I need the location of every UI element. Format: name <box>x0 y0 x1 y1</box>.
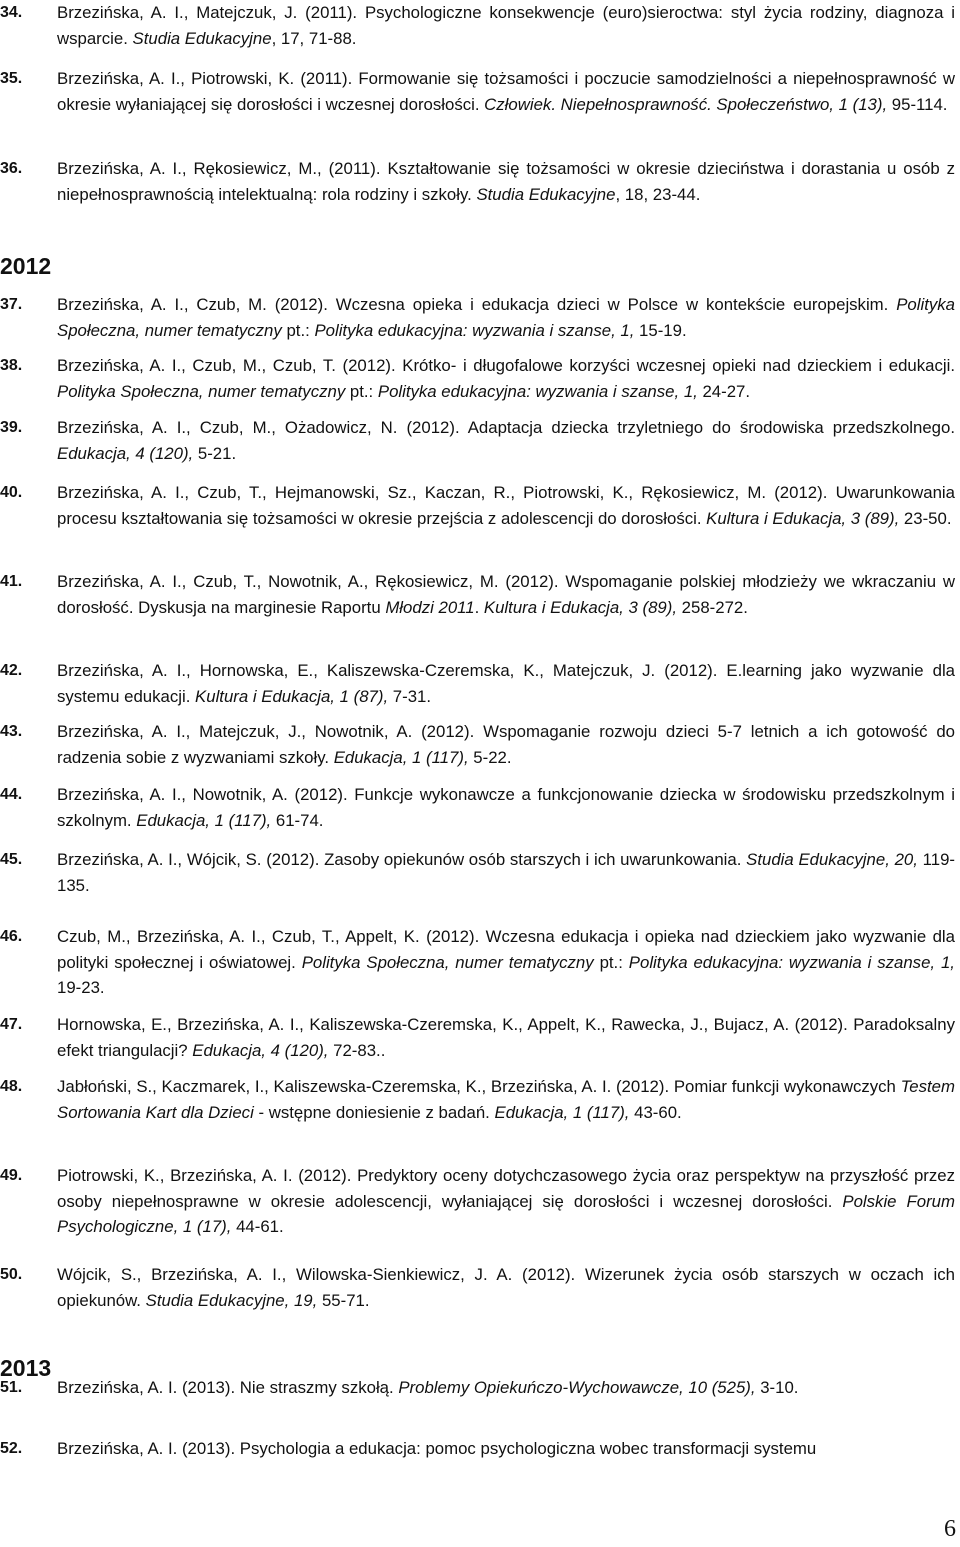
reference-source: Kultura i Edukacja, 3 (89), <box>483 597 677 617</box>
reference-source: Człowiek. Niepełnosprawność. Społeczeństwo, 1 (13), <box>484 94 888 114</box>
reference-segment: 61-74. <box>271 810 324 830</box>
reference-number: 39. <box>0 419 23 436</box>
reference-text <box>57 292 955 343</box>
reference-segment: Brzezińska, A. I., Matejczuk, J. (2011). Psychologiczne konsekwencje (euro)sieroctwa: styl życia rodziny, diagnoza i wsparcie. <box>57 3 955 48</box>
reference-text <box>57 1375 955 1401</box>
reference-segment: - wstępne doniesienie z badań. <box>253 1102 495 1122</box>
reference-segment: . <box>474 597 484 617</box>
reference-segment: 43-60. <box>629 1102 682 1122</box>
reference-segment: 95-114. <box>887 94 948 114</box>
reference-source: Polskie Forum Psychologiczne, 1 (17), <box>57 1191 955 1236</box>
reference-number: 52. <box>0 1440 23 1457</box>
reference-number: 37. <box>0 296 23 313</box>
reference-segment: 5-22. <box>468 747 512 767</box>
reference-text <box>57 0 955 51</box>
reference-source: Testem Sortowania Kart dla Dzieci <box>57 1077 955 1122</box>
reference-segment: 5-21. <box>193 443 237 463</box>
reference-segment: Wójcik, S., Brzezińska, A. I., Wilowska-Sienkiewicz, J. A. (2012). Wizerunek życia osób starszych w oczach ich opiekunów. <box>57 1265 955 1310</box>
reference-source: Edukacja, 1 (117), <box>333 747 469 767</box>
reference-number: 41. <box>0 573 23 590</box>
reference-segment: , 18, 23-44. <box>615 184 701 204</box>
reference-segment: Brzezińska, A. I., Czub, M. (2012). Wczesna opieka i edukacja dzieci w Polsce w kontekście europejskim. <box>57 295 897 314</box>
reference-text <box>57 1012 955 1063</box>
reference-text <box>57 415 955 466</box>
reference-source: Polityka Społeczna, numer tematyczny <box>57 381 346 401</box>
reference-text <box>57 1262 955 1313</box>
reference-number: 34. <box>0 4 23 21</box>
reference-number: 50. <box>0 1266 23 1283</box>
year-heading-2012: 2012 <box>0 253 52 279</box>
reference-text <box>57 1074 955 1125</box>
reference-source: Kultura i Edukacja, 1 (87), <box>195 686 389 706</box>
reference-segment: Hornowska, E., Brzezińska, A. I., Kaliszewska-Czeremska, K., Appelt, K., Rawecka, J., Bujacz, A. (2012). Paradoksalny efekt triangulacji? <box>57 1015 955 1060</box>
reference-segment: Brzezińska, A. I., Matejczuk, J., Nowotnik, A. (2012). Wspomaganie rozwoju dzieci 5-7 letnich a ich gotowość do radzenia sobie z wyzwaniami szkoły. <box>57 722 955 767</box>
reference-segment: Brzezińska, A. I., Czub, M., Czub, T. (2012). Krótko- i długofalowe korzyści wczesnej opieki nad dzieckiem i edukacji. <box>57 356 955 375</box>
reference-segment: 24-27. <box>697 381 751 401</box>
reference-segment: 44-61. <box>231 1217 284 1236</box>
reference-segment: Brzezińska, A. I., Czub, M., Ożadowicz, N. (2012). Adaptacja dziecka trzyletniego do środowiska przedszkolnego. <box>57 418 955 437</box>
reference-number: 49. <box>0 1167 23 1184</box>
reference-segment: pt.: <box>345 381 378 401</box>
reference-source: Młodzi 2011 <box>385 597 475 617</box>
reference-number: 36. <box>0 160 23 177</box>
reference-source: Polityka edukacyjna: wyzwania i szanse, 1, <box>628 952 955 972</box>
year-heading-2013: 2013 <box>0 1355 52 1381</box>
reference-segment: pt.: <box>593 952 629 972</box>
reference-segment: 15-19. <box>634 320 687 340</box>
reference-segment: Brzezińska, A. I., Hornowska, E., Kaliszewska-Czeremska, K., Matejczuk, J. (2012). E.learning jako wyzwanie dla systemu edukacji. <box>57 661 955 706</box>
reference-text <box>57 353 955 404</box>
reference-source: Studia Edukacyjne <box>132 28 272 48</box>
reference-segment: 258-272. <box>677 597 748 617</box>
reference-segment: 72-83.. <box>328 1040 386 1060</box>
reference-number: 40. <box>0 484 23 501</box>
reference-text <box>57 719 955 770</box>
page-number: 6 <box>944 1516 956 1542</box>
reference-number: 44. <box>0 786 23 803</box>
reference-segment: , 17, 71-88. <box>271 28 357 48</box>
reference-segment: 55-71. <box>317 1290 370 1310</box>
reference-segment: Brzezińska, A. I., Piotrowski, K. (2011). Formowanie się tożsamości i poczucie samodzielności a niepełnosprawność w okresie wyłaniającej się dorosłości i wczesnej dorosłości. <box>57 69 955 114</box>
reference-segment: 119-135. <box>57 850 955 895</box>
reference-text <box>57 847 955 898</box>
reference-segment: Brzezińska, A. I. (2013). Psychologia a edukacja: pomoc psychologiczna wobec transformacji systemu <box>57 1439 817 1458</box>
reference-segment: Brzezińska, A. I., Czub, T., Nowotnik, A., Rękosiewicz, M. (2012). Wspomaganie polskiej młodzieży we wkraczaniu w dorosłość. Dyskusja na marginesie Raportu <box>57 572 955 617</box>
reference-segment: Brzezińska, A. I., Czub, T., Hejmanowski, Sz., Kaczan, R., Piotrowski, K., Rękosiewicz, M. (2012). Uwarunkowania procesu kształtowania się tożsamości w okresie przejścia z adolescencji do dorosłości. <box>57 483 955 528</box>
reference-number: 35. <box>0 70 23 87</box>
reference-text <box>57 156 955 207</box>
reference-text <box>57 480 955 531</box>
reference-source: Kultura i Edukacja, 3 (89), <box>706 508 900 528</box>
reference-text <box>57 66 955 117</box>
reference-text <box>57 658 955 709</box>
reference-source: Polityka Społeczna, numer tematyczny <box>301 952 594 972</box>
reference-number: 45. <box>0 851 23 868</box>
reference-segment: Piotrowski, K., Brzezińska, A. I. (2012). Predyktory oceny dotychczasowego życia oraz perspektyw na przyszłość przez osoby niepełnosprawne w okresie adolescencji, wyłaniającej się dorosłości i wczesnej dorosłości. <box>57 1166 955 1211</box>
reference-text <box>57 1436 955 1462</box>
reference-source: Studia Edukacyjne <box>476 184 616 204</box>
reference-segment: Czub, M., Brzezińska, A. I., Czub, T., Appelt, K. (2012). Wczesna edukacja i opieka nad dzieckiem jako wyzwanie dla polityki społecznej i oświatowej. <box>57 927 955 972</box>
reference-text <box>57 569 955 620</box>
reference-segment: 19-23. <box>57 978 105 997</box>
reference-segment: 23-50. <box>899 508 952 528</box>
reference-source: Studia Edukacyjne, 20, <box>746 850 918 869</box>
reference-source: Polityka edukacyjna: wyzwania i szanse, 1, <box>314 320 635 340</box>
reference-source: Edukacja, 1 (117), <box>494 1102 630 1122</box>
reference-source: Problemy Opiekuńczo-Wychowawcze, 10 (525), <box>398 1378 756 1397</box>
reference-segment: pt.: <box>281 320 315 340</box>
reference-source: Edukacja, 4 (120), <box>192 1040 329 1060</box>
reference-source: Studia Edukacyjne, 19, <box>145 1290 318 1310</box>
reference-number: 48. <box>0 1078 23 1095</box>
reference-source: Polityka Społeczna, numer tematyczny <box>57 295 955 340</box>
reference-text <box>57 1163 955 1240</box>
reference-number: 51. <box>0 1379 23 1396</box>
reference-number: 42. <box>0 662 23 679</box>
reference-number: 46. <box>0 928 23 945</box>
reference-segment: Jabłoński, S., Kaczmarek, I., Kaliszewska-Czeremska, K., Brzezińska, A. I. (2012). Pomiar funkcji wykonawczych <box>57 1077 901 1096</box>
reference-segment: 3-10. <box>755 1378 799 1397</box>
reference-text <box>57 924 955 1001</box>
reference-segment: Brzezińska, A. I., Rękosiewicz, M., (2011). Kształtowanie się tożsamości w okresie dzieciństwa i dorastania u osób z niepełnosprawnością intelektualną: rola rodziny i szkoły. <box>57 159 955 204</box>
reference-number: 47. <box>0 1016 23 1033</box>
reference-source: Polityka edukacyjna: wyzwania i szanse, 1, <box>377 381 698 401</box>
reference-source: Edukacja, 4 (120), <box>57 443 194 463</box>
reference-segment: Brzezińska, A. I., Nowotnik, A. (2012). Funkcje wykonawcze a funkcjonowanie dziecka w środowisku przedszkolnym i szkolnym. <box>57 785 955 830</box>
reference-source: Edukacja, 1 (117), <box>136 810 272 830</box>
reference-number: 43. <box>0 723 23 740</box>
reference-segment: 7-31. <box>388 686 432 706</box>
reference-text <box>57 782 955 833</box>
reference-number: 38. <box>0 357 23 374</box>
reference-segment: Brzezińska, A. I. (2013). Nie straszmy szkołą. <box>57 1378 399 1397</box>
reference-segment: Brzezińska, A. I., Wójcik, S. (2012). Zasoby opiekunów osób starszych i ich uwarunkowania. <box>57 850 747 869</box>
